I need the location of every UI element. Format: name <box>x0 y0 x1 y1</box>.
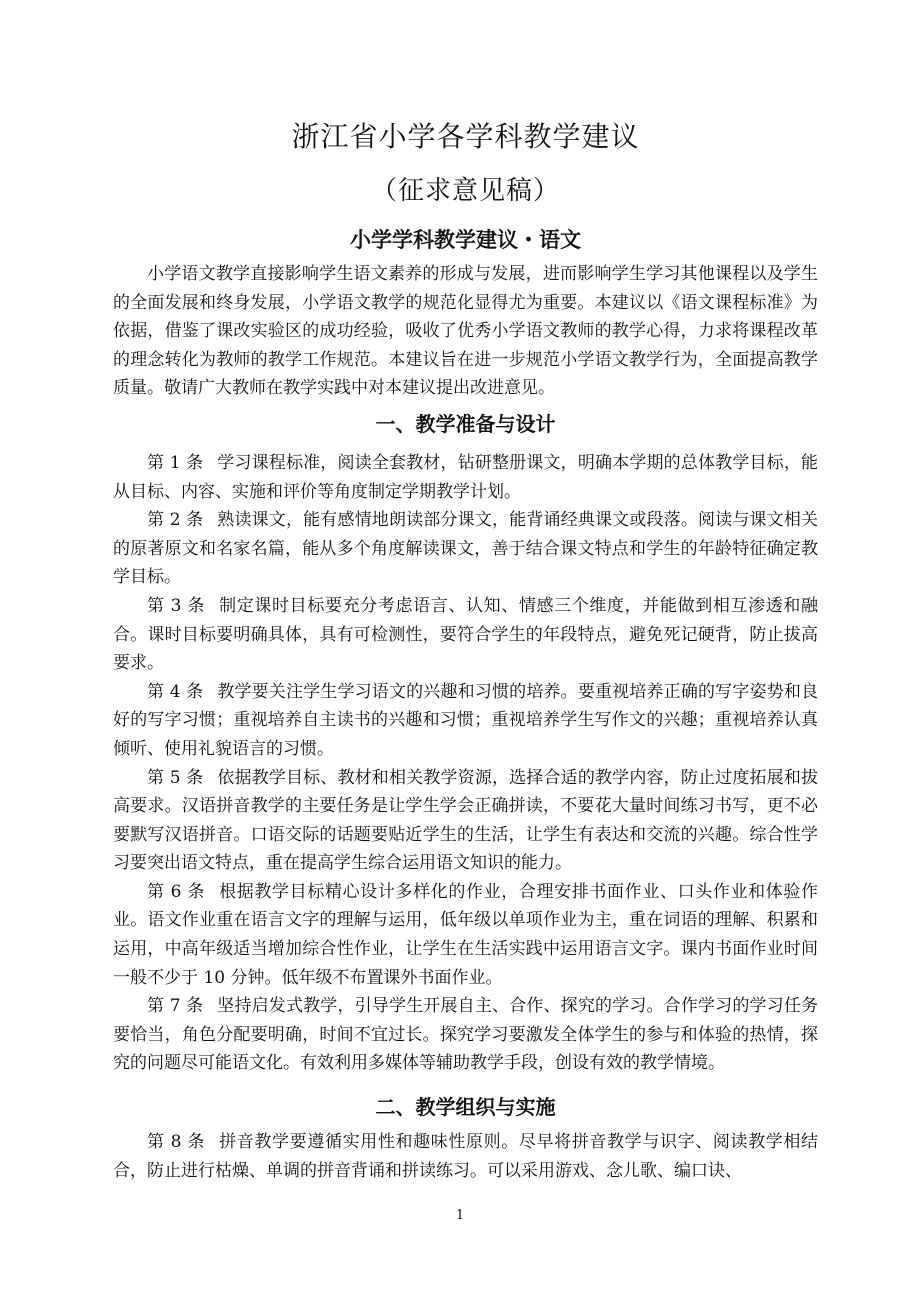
article-paragraph <box>113 764 818 878</box>
article-text: 制定课时目标要充分考虑语言、认知、情感三个维度，并能做到相互渗透和融合。课时目标要明确具体，具有可检测性，要符合学生的年段特点，避免死记硬背，防止拔高要求。 <box>113 595 819 674</box>
article-paragraph <box>113 506 818 592</box>
article-number: 第 8 条 <box>147 1132 206 1153</box>
section-heading-2: 二、教学组织与实施 <box>375 1095 556 1120</box>
section-heading-1: 一、教学准备与设计 <box>375 411 556 436</box>
article-text: 教学要关注学生学习语文的兴趣和习惯的培养。要重视培养正确的写字姿势和良好的写字习惯；重视培养自主读书的兴趣和习惯；重视培养学生写作文的兴趣；重视培养认真倾听、使用礼貌语言的习惯。 <box>113 681 818 759</box>
article-number: 第 1 条 <box>147 452 204 473</box>
document-subtitle: （征求意见稿） <box>370 176 560 206</box>
article-text: 依据教学目标、教材和相关教学资源，选择合适的教学内容，防止过度拓展和拔高要求。汉语拼音教学的主要任务是让学生学会正确拼读，不要花大量时间练习书写，更不必要默写汉语拼音。口语交际的话题要贴近学生的生活，让学生有表达和交流的兴趣。综合性学习要突出语文特点，重在提高学生综合运用语文知识的能力。 <box>113 767 818 874</box>
article-paragraph <box>113 592 818 678</box>
article-number: 第 2 条 <box>147 510 204 531</box>
article-paragraph <box>113 449 818 506</box>
article-text: 熟读课文，能有感情地朗读部分课文，能背诵经典课文或段落。阅读与课文相关的原著原文和名家名篇，能从多个角度解读课文，善于结合课文特点和学生的年龄特征确定教学目标。 <box>113 510 818 588</box>
article-number: 第 3 条 <box>147 595 206 616</box>
article-number: 第 5 条 <box>147 767 204 788</box>
page-number: 1 <box>455 1208 465 1223</box>
article-text: 拼音教学要遵循实用性和趣味性原则。尽早将拼音教学与识字、阅读教学相结合，防止进行枯燥、单调的拼音背诵和拼读练习。可以采用游戏、念儿歌、编口诀、 <box>113 1132 819 1181</box>
subject-heading: 小学学科教学建议・语文 <box>350 228 581 252</box>
article-number: 第 4 条 <box>147 681 204 702</box>
article-paragraph <box>113 678 818 764</box>
article-paragraph <box>113 992 818 1078</box>
article-paragraph <box>113 878 818 992</box>
article-number: 第 7 条 <box>147 996 204 1017</box>
page-content <box>113 112 818 1185</box>
article-text: 学习课程标准，阅读全套教材，钻研整册课文，明确本学期的总体教学目标，能从目标、内容、实施和评价等角度制定学期教学计划。 <box>113 452 818 502</box>
article-text: 坚持启发式教学，引导学生开展自主、合作、探究的学习。合作学习的学习任务要恰当，角色分配要明确，时间不宜过长。探究学习要激发全体学生的参与和体验的热情，探究的问题尽可能语文化。有效利用多媒体等辅助教学手段，创设有效的教学情境。 <box>113 996 818 1074</box>
intro-paragraph: 小学语文教学直接影响学生语文素养的形成与发展，进而影响学生学习其他课程以及学生的全面发展和终身发展，小学语文教学的规范化显得尤为重要。本建议以《语文课程标准》为依据，借鉴了课改实验区的成功经验，吸收了优秀小学语文教师的教学心得，力求将课程改革的理念转化为教师的教学工作规范。本建议旨在进一步规范小学语文教学行为，全面提高教学质量。敬请广大教师在教学实践中对本建议提出改进意见。 <box>113 264 818 399</box>
article-paragraph <box>113 1128 818 1185</box>
article-text: 根据教学目标精心设计多样化的作业，合理安排书面作业、口头作业和体验作业。语文作业重在语言文字的理解与运用，低年级以单项作业为主，重在词语的理解、积累和运用，中高年级适当增加综合性作业，让学生在生活实践中运用语言文字。课内书面作业时间一般不少于 10 分钟。低年级不布置课外书面作业。 <box>113 881 819 988</box>
article-number: 第 6 条 <box>147 881 206 902</box>
document-title: 浙江省小学各学科教学建议 <box>291 120 640 153</box>
